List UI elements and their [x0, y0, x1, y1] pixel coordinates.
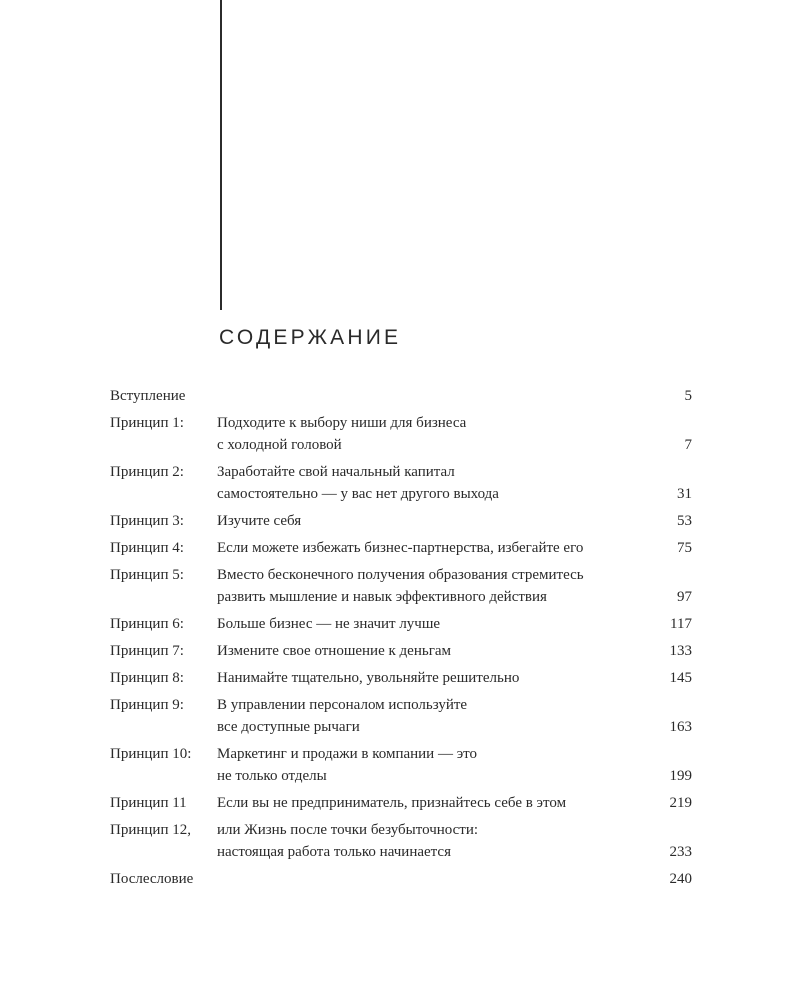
- toc-entry-title-line: самостоятельно — у вас нет другого выхода: [217, 486, 499, 502]
- toc-entry-page-number: 53: [677, 513, 692, 529]
- decorative-vertical-rule: [220, 0, 222, 310]
- toc-entry-title: [217, 667, 642, 689]
- toc-entry[interactable]: [110, 385, 692, 407]
- toc-entry-title: [217, 613, 642, 635]
- toc-entry-title: [217, 694, 642, 738]
- toc-entry-page-number: 117: [670, 616, 692, 632]
- toc-entry-title-line: развить мышление и навык эффективного действия: [217, 589, 547, 605]
- toc-entry[interactable]: [110, 819, 692, 863]
- toc-entry-title: [217, 510, 642, 532]
- toc-entry[interactable]: [110, 564, 692, 608]
- toc-entry-page-number: 97: [677, 589, 692, 605]
- toc-entry-title-line: не только отделы: [217, 768, 327, 784]
- toc-entry-page-number: 75: [677, 540, 692, 556]
- toc-entry-label: Принцип 10:: [110, 746, 192, 762]
- toc-entry-page-number: 240: [669, 871, 692, 887]
- toc-entry-label: Вступление: [110, 388, 186, 404]
- toc-entry[interactable]: [110, 792, 692, 814]
- toc-entry-page-number: 5: [684, 388, 692, 404]
- toc-entry-label: Принцип 8:: [110, 670, 184, 686]
- toc-entry[interactable]: [110, 412, 692, 456]
- toc-entry-label: Принцип 7:: [110, 643, 184, 659]
- toc-entry-label: Принцип 12,: [110, 822, 191, 838]
- toc-entry-label: Принцип 3:: [110, 513, 184, 529]
- toc-entry[interactable]: [110, 613, 692, 635]
- toc-entry-page-number: 31: [677, 486, 692, 502]
- toc-entry-title: [217, 461, 642, 505]
- toc-entry-title-line: с холодной головой: [217, 437, 342, 453]
- toc-entry[interactable]: [110, 667, 692, 689]
- table-of-contents: [110, 385, 692, 895]
- toc-entry-label: Принцип 1:: [110, 415, 184, 431]
- toc-entry[interactable]: [110, 694, 692, 738]
- toc-entry-title-line: Измените свое отношение к деньгам: [217, 643, 451, 659]
- toc-entry-title: [217, 537, 642, 559]
- toc-entry-label: Принцип 5:: [110, 567, 184, 583]
- toc-entry-title: [217, 792, 642, 814]
- toc-entry-label: Принцип 11: [110, 795, 187, 811]
- toc-entry[interactable]: [110, 640, 692, 662]
- toc-entry-title-line: Подходите к выбору ниши для бизнеса: [217, 415, 467, 431]
- toc-entry-page-number: 219: [669, 795, 692, 811]
- toc-entry-page-number: 233: [669, 844, 692, 860]
- toc-entry[interactable]: [110, 868, 692, 890]
- toc-entry-title-line: Если вы не предприниматель, признайтесь себе в этом: [217, 795, 567, 811]
- toc-entry-title-line: или Жизнь после точки безубыточности:: [217, 822, 479, 838]
- toc-entry[interactable]: [110, 743, 692, 787]
- toc-entry-page-number: 7: [684, 437, 692, 453]
- toc-entry-page-number: 133: [669, 643, 692, 659]
- toc-entry-title-line: В управлении персоналом используйте: [217, 697, 468, 713]
- toc-entry-title-line: Изучите себя: [217, 513, 302, 529]
- toc-entry-title: [217, 564, 642, 608]
- toc-entry-title-line: Заработайте свой начальный капитал: [217, 464, 455, 480]
- toc-entry-title-line: Если можете избежать бизнес-партнерства, избегайте его: [217, 540, 584, 556]
- toc-entry-title: [217, 640, 642, 662]
- toc-entry-title-line: Больше бизнес — не значит лучше: [217, 616, 441, 632]
- page-title: СОДЕРЖАНИЕ: [219, 326, 402, 349]
- toc-entry-title-line: все доступные рычаги: [217, 719, 360, 735]
- toc-entry-title-line: Маркетинг и продажи в компании — это: [217, 746, 478, 762]
- toc-entry-title-line: Нанимайте тщательно, увольняйте решительно: [217, 670, 520, 686]
- toc-entry-label: Послесловие: [110, 871, 194, 887]
- toc-entry-label: Принцип 2:: [110, 464, 184, 480]
- toc-entry-title-line: настоящая работа только начинается: [217, 844, 451, 860]
- toc-entry[interactable]: [110, 510, 692, 532]
- toc-entry-title: [217, 819, 642, 863]
- toc-entry[interactable]: [110, 461, 692, 505]
- toc-entry-title-line: Вместо бесконечного получения образования стремитесь: [217, 567, 584, 583]
- toc-entry-page-number: 163: [669, 719, 692, 735]
- toc-entry-title: [217, 412, 642, 456]
- toc-entry-title: [217, 743, 642, 787]
- toc-entry[interactable]: [110, 537, 692, 559]
- toc-entry-page-number: 145: [669, 670, 692, 686]
- toc-entry-page-number: 199: [669, 768, 692, 784]
- toc-entry-label: Принцип 9:: [110, 697, 184, 713]
- toc-entry-label: Принцип 6:: [110, 616, 184, 632]
- toc-entry-label: Принцип 4:: [110, 540, 184, 556]
